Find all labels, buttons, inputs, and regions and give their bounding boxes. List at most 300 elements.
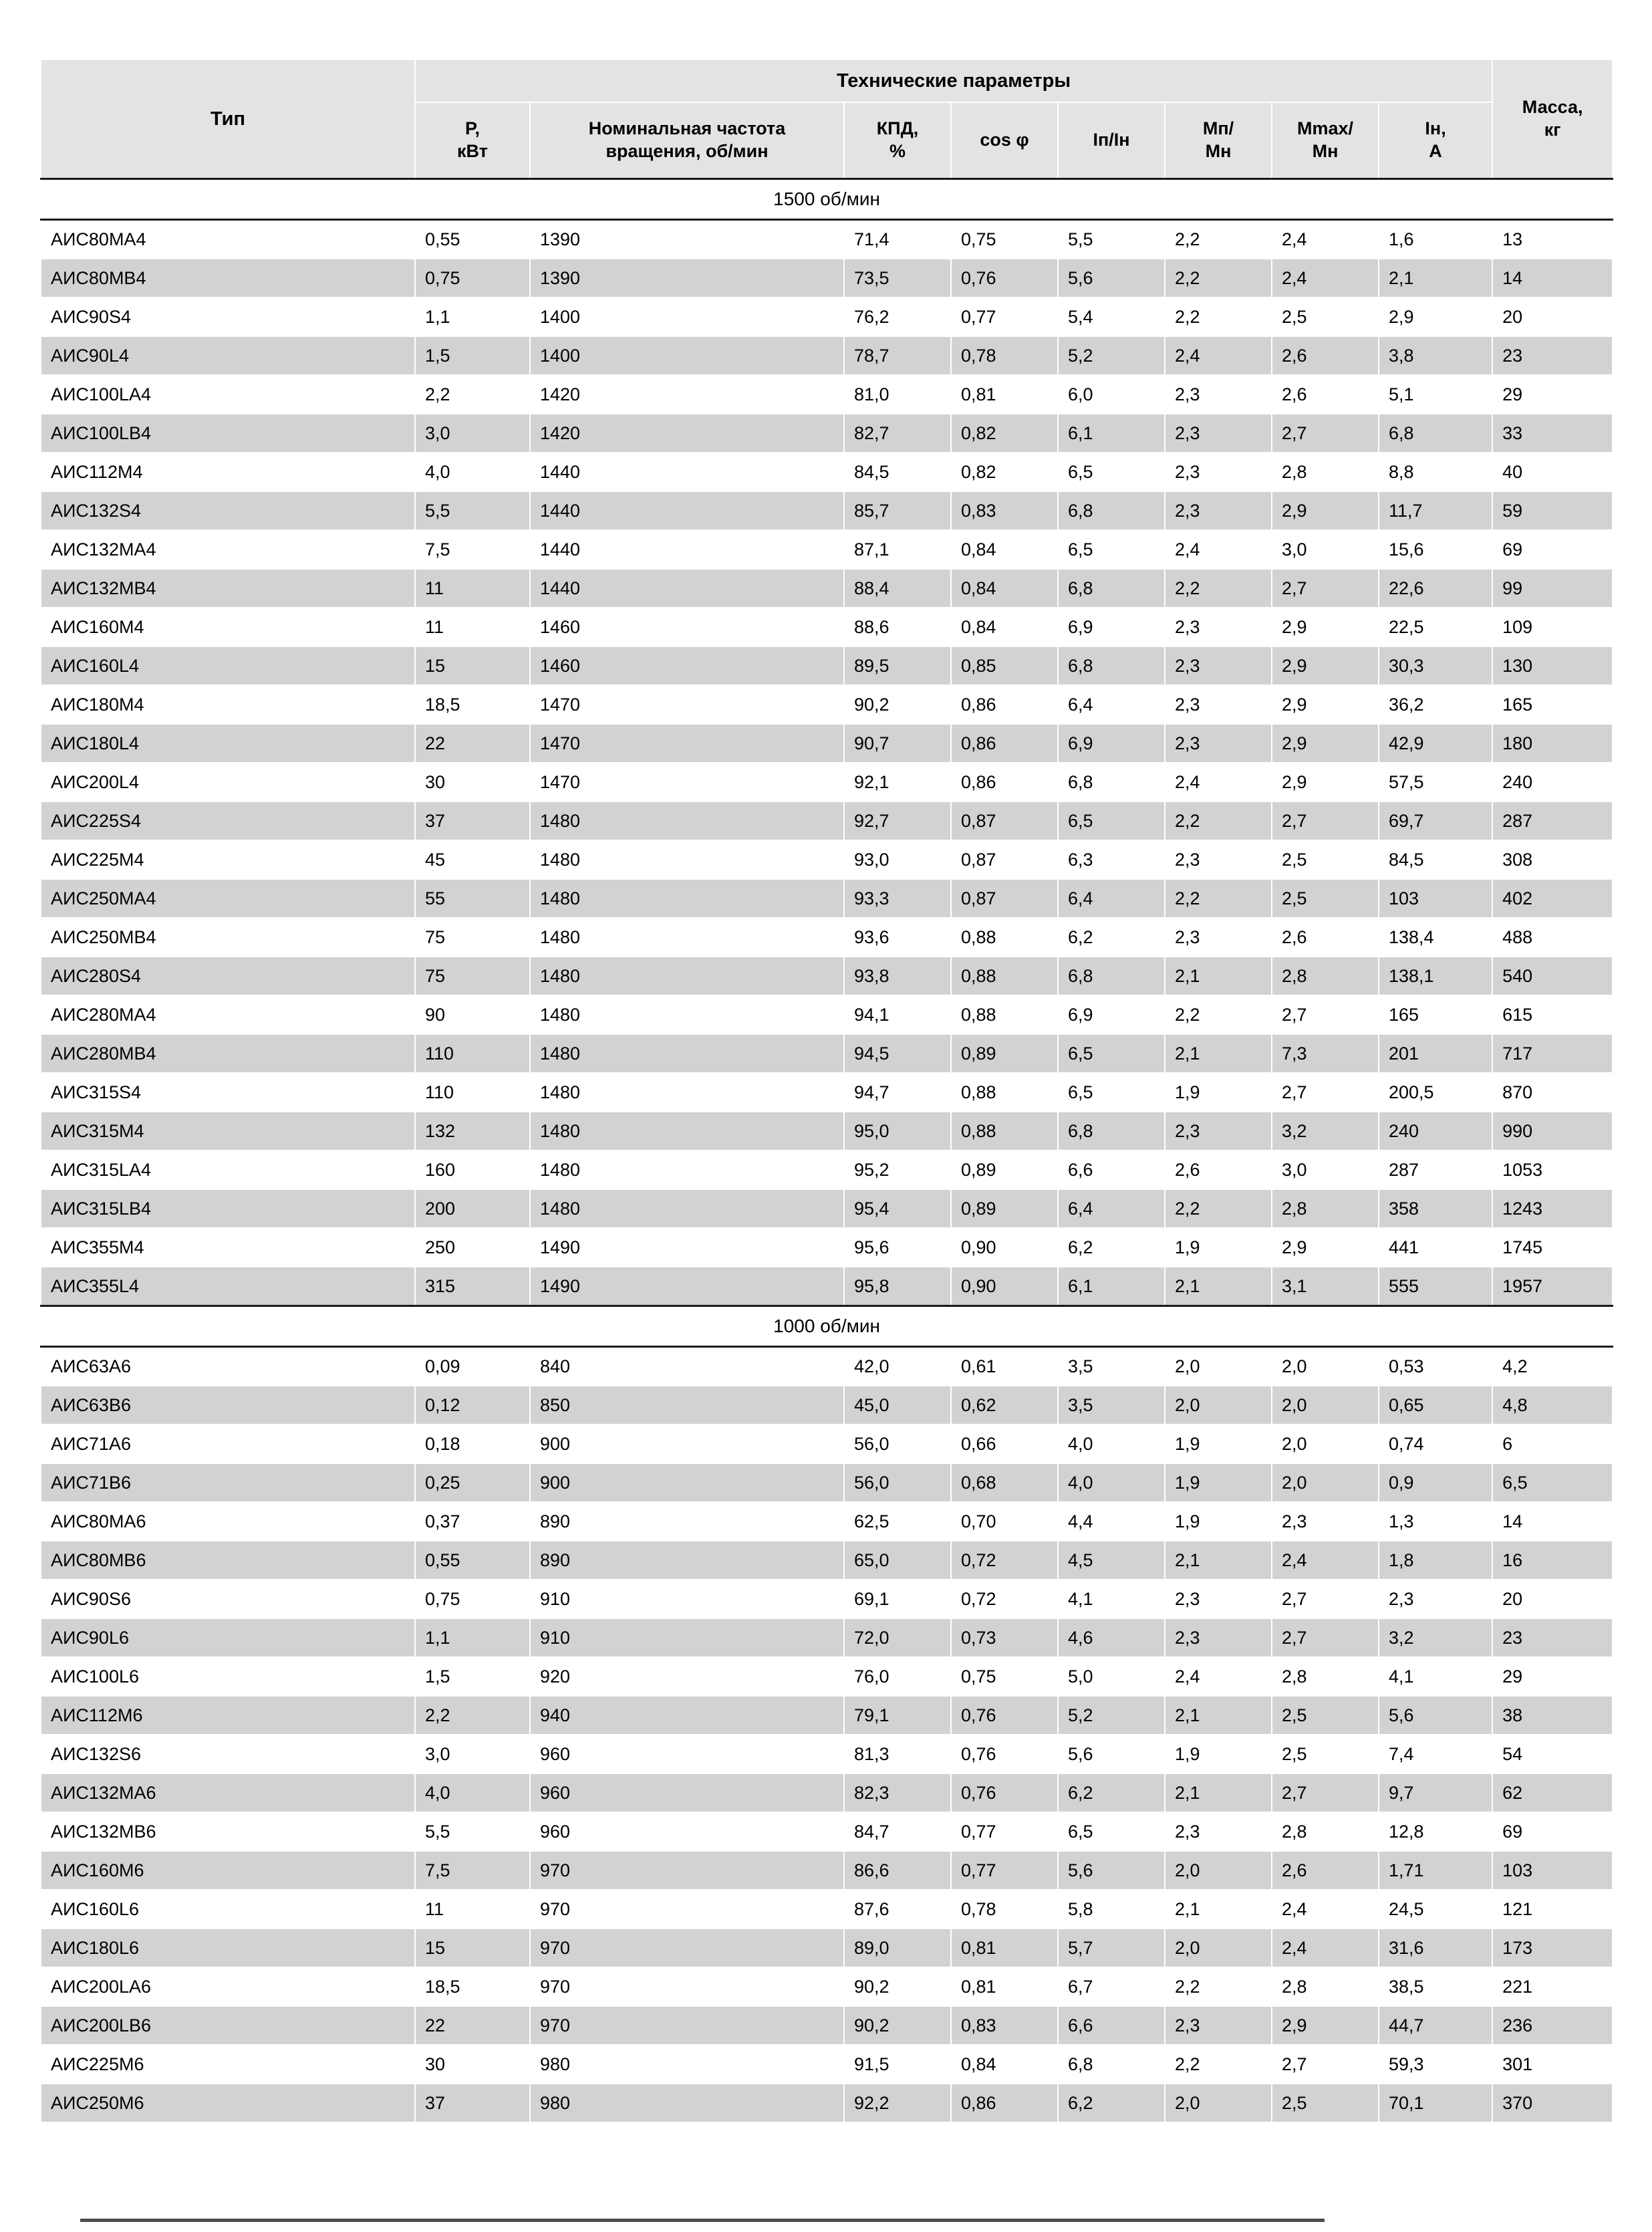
cell-value: 2,8 xyxy=(1272,957,1379,995)
table-row xyxy=(41,453,1613,491)
table-row xyxy=(41,685,1613,724)
cell-value: 2,0 xyxy=(1165,1929,1272,1967)
cell-value: 2,2 xyxy=(1165,220,1272,259)
cell-value: 0,18 xyxy=(415,1424,530,1463)
cell-value: 2,9 xyxy=(1272,646,1379,685)
cell-value: 5,5 xyxy=(415,1812,530,1851)
cell-value: 1,71 xyxy=(1379,1851,1492,1890)
cell-value: 37 xyxy=(415,801,530,840)
table-row xyxy=(41,646,1613,685)
table-row xyxy=(41,1773,1613,1812)
column-header-efficiency xyxy=(844,102,951,179)
cell-value: 38 xyxy=(1492,1696,1613,1735)
cell-motor-type: АИС355М4 xyxy=(41,1228,415,1267)
cell-value: 84,5 xyxy=(1379,840,1492,879)
cell-value: 6,8 xyxy=(1058,646,1165,685)
cell-value: 30,3 xyxy=(1379,646,1492,685)
cell-value: 0,09 xyxy=(415,1347,530,1386)
cell-value: 160 xyxy=(415,1150,530,1189)
cell-value: 2,7 xyxy=(1272,1773,1379,1812)
cell-value: 0,89 xyxy=(951,1034,1058,1073)
cell-value: 94,5 xyxy=(844,1034,951,1073)
cell-value: 95,8 xyxy=(844,1267,951,1306)
cell-value: 93,6 xyxy=(844,918,951,957)
cell-value: 89,0 xyxy=(844,1929,951,1967)
cell-value: 4,0 xyxy=(415,453,530,491)
cell-value: 2,0 xyxy=(1272,1386,1379,1424)
cell-value: 7,5 xyxy=(415,1851,530,1890)
cell-value: 29 xyxy=(1492,375,1613,414)
cell-value: 6,8 xyxy=(1058,763,1165,801)
table-row xyxy=(41,1696,1613,1735)
table-row xyxy=(41,724,1613,763)
cell-value: 0,89 xyxy=(951,1189,1058,1228)
table-row xyxy=(41,1890,1613,1929)
cell-value: 5,4 xyxy=(1058,297,1165,336)
column-header-mass-line2: кг xyxy=(1544,120,1561,140)
cell-motor-type: АИС160М6 xyxy=(41,1851,415,1890)
cell-motor-type: АИС180L4 xyxy=(41,724,415,763)
cell-value: 0,76 xyxy=(951,259,1058,297)
cell-value: 0,76 xyxy=(951,1735,1058,1773)
cell-value: 2,0 xyxy=(1272,1347,1379,1386)
cell-value: 1480 xyxy=(530,1189,844,1228)
cell-value: 0,9 xyxy=(1379,1463,1492,1502)
cell-motor-type: АИС132МВ6 xyxy=(41,1812,415,1851)
cell-motor-type: АИС132МА4 xyxy=(41,530,415,569)
cell-value: 5,5 xyxy=(1058,220,1165,259)
cell-value: 970 xyxy=(530,1851,844,1890)
cell-value: 24,5 xyxy=(1379,1890,1492,1929)
cell-value: 2,7 xyxy=(1272,414,1379,453)
cell-value: 900 xyxy=(530,1463,844,1502)
cell-motor-type: АИС225S4 xyxy=(41,801,415,840)
cell-value: 0,88 xyxy=(951,1073,1058,1112)
cell-value: 2,2 xyxy=(1165,1189,1272,1228)
cell-value: 6,2 xyxy=(1058,1228,1165,1267)
cell-value: 315 xyxy=(415,1267,530,1306)
cell-value: 2,4 xyxy=(1165,530,1272,569)
cell-value: 0,83 xyxy=(951,2006,1058,2045)
table-row xyxy=(41,1463,1613,1502)
cell-value: 0,86 xyxy=(951,763,1058,801)
cell-value: 4,0 xyxy=(415,1773,530,1812)
cell-value: 6,5 xyxy=(1058,530,1165,569)
cell-value: 6,2 xyxy=(1058,2084,1165,2122)
cell-value: 44,7 xyxy=(1379,2006,1492,2045)
cell-value: 615 xyxy=(1492,995,1613,1034)
table-row xyxy=(41,1073,1613,1112)
cell-value: 2,2 xyxy=(1165,297,1272,336)
cell-motor-type: АИС200LА6 xyxy=(41,1967,415,2006)
cell-value: 2,3 xyxy=(1165,491,1272,530)
cell-motor-type: АИС63В6 xyxy=(41,1386,415,1424)
cell-value: 6,4 xyxy=(1058,879,1165,918)
table-row xyxy=(41,2006,1613,2045)
cell-value: 6,8 xyxy=(1058,957,1165,995)
cell-motor-type: АИС112М4 xyxy=(41,453,415,491)
cell-value: 960 xyxy=(530,1812,844,1851)
cell-value: 5,7 xyxy=(1058,1929,1165,1967)
cell-value: 4,0 xyxy=(1058,1463,1165,1502)
cell-value: 1390 xyxy=(530,220,844,259)
cell-value: 1480 xyxy=(530,840,844,879)
cell-value: 2,2 xyxy=(1165,801,1272,840)
cell-value: 69 xyxy=(1492,530,1613,569)
cell-value: 236 xyxy=(1492,2006,1613,2045)
cell-value: 30 xyxy=(415,763,530,801)
cell-value: 0,73 xyxy=(951,1618,1058,1657)
cell-value: 2,7 xyxy=(1272,801,1379,840)
cell-value: 2,4 xyxy=(1272,259,1379,297)
cell-value: 1480 xyxy=(530,1112,844,1150)
cell-value: 1490 xyxy=(530,1267,844,1306)
cell-value: 16 xyxy=(1492,1541,1613,1580)
table-row xyxy=(41,336,1613,375)
cell-value: 1,9 xyxy=(1165,1463,1272,1502)
cell-value: 11 xyxy=(415,569,530,608)
cell-motor-type: АИС90L6 xyxy=(41,1618,415,1657)
cell-value: 6,5 xyxy=(1058,1034,1165,1073)
cell-value: 2,2 xyxy=(415,1696,530,1735)
cell-value: 173 xyxy=(1492,1929,1613,1967)
cell-value: 287 xyxy=(1492,801,1613,840)
cell-value: 2,5 xyxy=(1272,1696,1379,1735)
cell-value: 0,76 xyxy=(951,1696,1058,1735)
cell-value: 7,5 xyxy=(415,530,530,569)
table-row xyxy=(41,608,1613,646)
cell-value: 1480 xyxy=(530,1150,844,1189)
cell-motor-type: АИС200LВ6 xyxy=(41,2006,415,2045)
column-header-rated-current xyxy=(1379,102,1492,179)
cell-value: 2,7 xyxy=(1272,569,1379,608)
section-header-row xyxy=(41,1306,1613,1347)
cell-value: 2,1 xyxy=(1165,1267,1272,1306)
cell-value: 8,8 xyxy=(1379,453,1492,491)
cell-motor-type: АИС225М4 xyxy=(41,840,415,879)
cell-value: 2,3 xyxy=(1165,414,1272,453)
table-row xyxy=(41,995,1613,1034)
cell-value: 7,4 xyxy=(1379,1735,1492,1773)
cell-value: 910 xyxy=(530,1580,844,1618)
cell-value: 2,3 xyxy=(1165,2006,1272,2045)
cell-value: 6,8 xyxy=(1379,414,1492,453)
table-row xyxy=(41,1618,1613,1657)
cell-value: 0,89 xyxy=(951,1150,1058,1189)
cell-value: 69,7 xyxy=(1379,801,1492,840)
cell-motor-type: АИС100L6 xyxy=(41,1657,415,1696)
cell-value: 2,3 xyxy=(1165,685,1272,724)
cell-value: 0,70 xyxy=(951,1502,1058,1541)
cell-value: 301 xyxy=(1492,2045,1613,2084)
cell-value: 0,84 xyxy=(951,2045,1058,2084)
cell-value: 2,8 xyxy=(1272,1657,1379,1696)
column-header-starting-torque-ratio xyxy=(1165,102,1272,179)
cell-value: 2,1 xyxy=(1379,259,1492,297)
cell-value: 6,0 xyxy=(1058,375,1165,414)
cell-value: 5,6 xyxy=(1058,1735,1165,1773)
cell-value: 308 xyxy=(1492,840,1613,879)
cell-value: 23 xyxy=(1492,336,1613,375)
table-row xyxy=(41,918,1613,957)
table-row xyxy=(41,2084,1613,2122)
cell-value: 3,8 xyxy=(1379,336,1492,375)
cell-value: 70,1 xyxy=(1379,2084,1492,2122)
cell-motor-type: АИС315М4 xyxy=(41,1112,415,1150)
cell-value: 980 xyxy=(530,2045,844,2084)
cell-value: 2,2 xyxy=(1165,2045,1272,2084)
cell-value: 3,2 xyxy=(1272,1112,1379,1150)
cell-value: 0,90 xyxy=(951,1267,1058,1306)
cell-value: 103 xyxy=(1492,1851,1613,1890)
cell-value: 93,8 xyxy=(844,957,951,995)
table-row xyxy=(41,1267,1613,1306)
cell-value: 370 xyxy=(1492,2084,1613,2122)
cell-value: 5,2 xyxy=(1058,1696,1165,1735)
cell-value: 37 xyxy=(415,2084,530,2122)
cell-value: 2,8 xyxy=(1272,1967,1379,2006)
cell-value: 2,4 xyxy=(1165,763,1272,801)
cell-value: 6,8 xyxy=(1058,2045,1165,2084)
cell-motor-type: АИС132S6 xyxy=(41,1735,415,1773)
cell-value: 0,82 xyxy=(951,453,1058,491)
cell-value: 6,8 xyxy=(1058,491,1165,530)
cell-value: 2,2 xyxy=(1165,879,1272,918)
cell-value: 95,0 xyxy=(844,1112,951,1150)
cell-value: 850 xyxy=(530,1386,844,1424)
cell-motor-type: АИС71А6 xyxy=(41,1424,415,1463)
cell-value: 0,77 xyxy=(951,297,1058,336)
cell-value: 138,4 xyxy=(1379,918,1492,957)
cell-value: 130 xyxy=(1492,646,1613,685)
cell-value: 1243 xyxy=(1492,1189,1613,1228)
cell-value: 0,81 xyxy=(951,1929,1058,1967)
cell-value: 90 xyxy=(415,995,530,1034)
table-row xyxy=(41,1502,1613,1541)
cell-value: 555 xyxy=(1379,1267,1492,1306)
cell-value: 2,3 xyxy=(1165,918,1272,957)
table-row xyxy=(41,879,1613,918)
cell-value: 76,2 xyxy=(844,297,951,336)
cell-value: 0,68 xyxy=(951,1463,1058,1502)
footer-rule xyxy=(80,2219,1325,2222)
cell-value: 6,6 xyxy=(1058,1150,1165,1189)
cell-value: 94,7 xyxy=(844,1073,951,1112)
cell-value: 0,55 xyxy=(415,1541,530,1580)
section-title: 1500 об/мин xyxy=(41,179,1613,220)
cell-value: 0,53 xyxy=(1379,1347,1492,1386)
cell-value: 5,8 xyxy=(1058,1890,1165,1929)
cell-value: 0,72 xyxy=(951,1541,1058,1580)
cell-value: 6,5 xyxy=(1492,1463,1613,1502)
table-row xyxy=(41,1189,1613,1228)
cell-value: 89,5 xyxy=(844,646,951,685)
cell-value: 1480 xyxy=(530,1073,844,1112)
table-row xyxy=(41,1386,1613,1424)
cell-value: 2,3 xyxy=(1165,608,1272,646)
cell-value: 2,9 xyxy=(1272,491,1379,530)
cell-value: 3,0 xyxy=(415,1735,530,1773)
cell-value: 0,87 xyxy=(951,801,1058,840)
cell-value: 91,5 xyxy=(844,2045,951,2084)
cell-value: 22 xyxy=(415,2006,530,2045)
cell-value: 165 xyxy=(1379,995,1492,1034)
cell-value: 2,2 xyxy=(1165,995,1272,1034)
cell-value: 2,3 xyxy=(1165,453,1272,491)
cell-value: 2,2 xyxy=(415,375,530,414)
cell-motor-type: АИС100LА4 xyxy=(41,375,415,414)
cell-value: 2,3 xyxy=(1165,1112,1272,1150)
cell-value: 90,2 xyxy=(844,1967,951,2006)
cell-value: 4,8 xyxy=(1492,1386,1613,1424)
cell-value: 6,9 xyxy=(1058,724,1165,763)
cell-value: 14 xyxy=(1492,259,1613,297)
column-header-max-torque-ratio-line1: Mmax/ xyxy=(1296,118,1354,139)
cell-motor-type: АИС90S4 xyxy=(41,297,415,336)
cell-value: 75 xyxy=(415,918,530,957)
cell-value: 18,5 xyxy=(415,685,530,724)
cell-value: 1480 xyxy=(530,918,844,957)
table-row xyxy=(41,297,1613,336)
column-header-starting-current-ratio-line1: Iп/Iн xyxy=(1093,130,1130,150)
table-row xyxy=(41,1034,1613,1073)
cell-value: 13 xyxy=(1492,220,1613,259)
cell-value: 15 xyxy=(415,1929,530,1967)
cell-motor-type: АИС132МВ4 xyxy=(41,569,415,608)
cell-value: 0,83 xyxy=(951,491,1058,530)
cell-value: 0,55 xyxy=(415,220,530,259)
cell-value: 920 xyxy=(530,1657,844,1696)
cell-value: 90,2 xyxy=(844,2006,951,2045)
cell-value: 2,4 xyxy=(1272,220,1379,259)
column-header-max-torque-ratio xyxy=(1272,102,1379,179)
cell-value: 940 xyxy=(530,1696,844,1735)
cell-motor-type: АИС132S4 xyxy=(41,491,415,530)
cell-value: 0,88 xyxy=(951,1112,1058,1150)
cell-value: 99 xyxy=(1492,569,1613,608)
cell-value: 31,6 xyxy=(1379,1929,1492,1967)
cell-value: 0,90 xyxy=(951,1228,1058,1267)
cell-value: 2,9 xyxy=(1272,685,1379,724)
cell-value: 0,84 xyxy=(951,608,1058,646)
cell-value: 36,2 xyxy=(1379,685,1492,724)
cell-value: 221 xyxy=(1492,1967,1613,2006)
cell-value: 1460 xyxy=(530,608,844,646)
cell-value: 29 xyxy=(1492,1657,1613,1696)
cell-motor-type: АИС315LА4 xyxy=(41,1150,415,1189)
cell-value: 2,2 xyxy=(1165,569,1272,608)
cell-value: 2,4 xyxy=(1272,1890,1379,1929)
cell-value: 2,5 xyxy=(1272,2084,1379,2122)
cell-motor-type: АИС63А6 xyxy=(41,1347,415,1386)
cell-value: 84,5 xyxy=(844,453,951,491)
cell-value: 2,0 xyxy=(1272,1424,1379,1463)
table-row xyxy=(41,1929,1613,1967)
header-row-group xyxy=(41,59,1613,102)
cell-value: 1,3 xyxy=(1379,1502,1492,1541)
cell-value: 69,1 xyxy=(844,1580,951,1618)
cell-value: 88,4 xyxy=(844,569,951,608)
column-header-mass-line1: Масса, xyxy=(1522,97,1583,118)
column-header-rated-current-line1: Iн, xyxy=(1425,118,1446,139)
cell-motor-type: АИС225М6 xyxy=(41,2045,415,2084)
cell-value: 4,0 xyxy=(1058,1424,1165,1463)
cell-value: 2,6 xyxy=(1272,918,1379,957)
cell-value: 75 xyxy=(415,957,530,995)
column-header-efficiency-line2: % xyxy=(889,141,906,161)
cell-value: 0,65 xyxy=(1379,1386,1492,1424)
cell-value: 71,4 xyxy=(844,220,951,259)
cell-value: 1053 xyxy=(1492,1150,1613,1189)
cell-motor-type: АИС280МА4 xyxy=(41,995,415,1034)
cell-value: 0,78 xyxy=(951,1890,1058,1929)
cell-value: 6,8 xyxy=(1058,569,1165,608)
cell-value: 6,6 xyxy=(1058,2006,1165,2045)
cell-value: 15 xyxy=(415,646,530,685)
cell-value: 970 xyxy=(530,1890,844,1929)
column-group-header-technical-parameters: Технические параметры xyxy=(415,59,1492,102)
column-header-rated-speed xyxy=(530,102,844,179)
cell-motor-type: АИС160L6 xyxy=(41,1890,415,1929)
cell-motor-type: АИС200L4 xyxy=(41,763,415,801)
cell-value: 402 xyxy=(1492,879,1613,918)
table-body xyxy=(41,179,1613,2123)
table-row xyxy=(41,1541,1613,1580)
cell-value: 87,1 xyxy=(844,530,951,569)
cell-value: 6,4 xyxy=(1058,685,1165,724)
cell-value: 4,4 xyxy=(1058,1502,1165,1541)
cell-value: 1490 xyxy=(530,1228,844,1267)
cell-motor-type: АИС100LВ4 xyxy=(41,414,415,453)
cell-value: 0,87 xyxy=(951,840,1058,879)
cell-value: 0,72 xyxy=(951,1580,1058,1618)
cell-value: 1440 xyxy=(530,569,844,608)
cell-value: 22,5 xyxy=(1379,608,1492,646)
cell-value: 2,9 xyxy=(1272,763,1379,801)
cell-value: 9,7 xyxy=(1379,1773,1492,1812)
cell-value: 540 xyxy=(1492,957,1613,995)
cell-value: 1480 xyxy=(530,879,844,918)
cell-value: 2,8 xyxy=(1272,1189,1379,1228)
cell-value: 2,7 xyxy=(1272,1580,1379,1618)
cell-value: 2,6 xyxy=(1272,336,1379,375)
cell-value: 2,6 xyxy=(1272,375,1379,414)
cell-value: 33 xyxy=(1492,414,1613,453)
cell-value: 4,2 xyxy=(1492,1347,1613,1386)
cell-value: 6,1 xyxy=(1058,1267,1165,1306)
cell-value: 6,2 xyxy=(1058,918,1165,957)
cell-value: 1,9 xyxy=(1165,1735,1272,1773)
cell-value: 87,6 xyxy=(844,1890,951,1929)
page-left-margin xyxy=(0,0,11,2232)
table-header xyxy=(41,59,1613,179)
cell-value: 82,7 xyxy=(844,414,951,453)
cell-value: 6,4 xyxy=(1058,1189,1165,1228)
cell-value: 2,5 xyxy=(1272,840,1379,879)
cell-value: 15,6 xyxy=(1379,530,1492,569)
cell-value: 45,0 xyxy=(844,1386,951,1424)
cell-value: 3,5 xyxy=(1058,1386,1165,1424)
cell-value: 23 xyxy=(1492,1618,1613,1657)
cell-value: 250 xyxy=(415,1228,530,1267)
cell-value: 56,0 xyxy=(844,1424,951,1463)
cell-value: 2,3 xyxy=(1165,375,1272,414)
cell-value: 90,7 xyxy=(844,724,951,763)
cell-value: 132 xyxy=(415,1112,530,1150)
cell-value: 2,3 xyxy=(1165,724,1272,763)
table-row xyxy=(41,375,1613,414)
cell-motor-type: АИС180М4 xyxy=(41,685,415,724)
